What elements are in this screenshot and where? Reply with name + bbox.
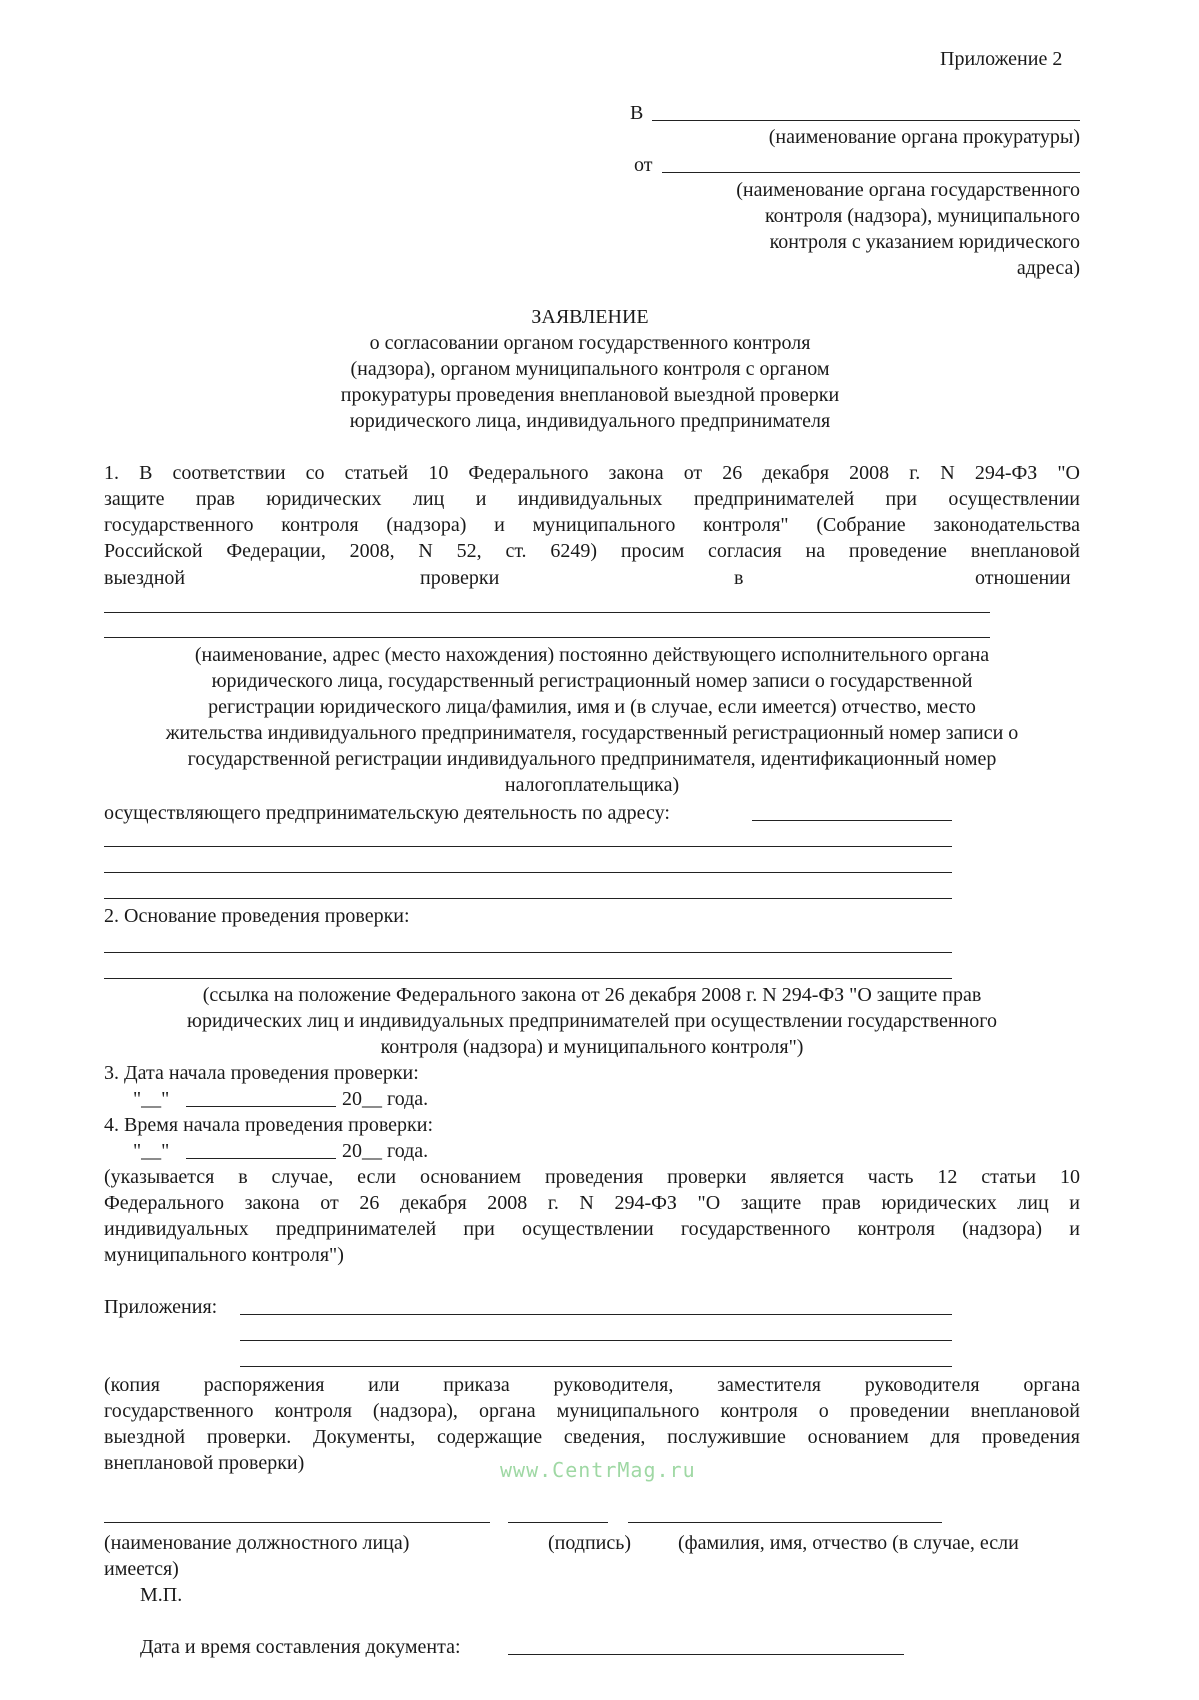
section1-word-2: проверки	[420, 567, 500, 589]
address-field-line-4	[104, 898, 952, 899]
to-field-line	[652, 120, 1080, 121]
address-field-line-1	[752, 820, 952, 821]
subject-field-line-2	[104, 637, 990, 638]
subject-field-line-1	[104, 612, 990, 613]
section4-year: 20__ года.	[342, 1140, 429, 1162]
document-subtitle: о согласовании органом государственного контроля (надзора), органом муниципального контроля с органом прокуратуры проведения внеплановой выездной проверки юридического лица, индивидуального предпринимателя	[340, 332, 840, 432]
watermark-text: www.CentrMag.ru	[500, 1458, 696, 1482]
section3-day: "__"	[133, 1088, 170, 1110]
document-title: ЗАЯВЛЕНИЕ	[531, 306, 649, 328]
attachments-field-line-3	[240, 1366, 952, 1367]
appendix-label: Приложение 2	[940, 48, 1063, 70]
basis-field-line-1	[104, 952, 952, 953]
from-caption: (наименование органа государственного контроля (надзора), муниципального контроля с указанием юридического адреса)	[736, 179, 1080, 279]
to-prefix: В	[630, 102, 644, 124]
name-caption: (фамилия, имя, отчество (в случае, если	[678, 1532, 1019, 1554]
section1-word-4: отношении	[975, 567, 1071, 589]
section4-month-line	[186, 1158, 336, 1159]
basis-field-line-2	[104, 978, 952, 979]
attachments-caption: (копия распоряжения или приказа руководителя, заместителя руководителя органа государственного контроля (надзора), органа муниципального контроля о проведении внеплановой выездной проверки. Документы, содержащие сведения, послужившие основанием для проведения	[104, 1374, 1080, 1448]
position-caption: (наименование должностного лица)	[104, 1532, 410, 1554]
attachments-field-line-2	[240, 1340, 952, 1341]
address-field-line-3	[104, 872, 952, 873]
datetime-field-line	[508, 1654, 904, 1655]
section1-word-1: выездной	[104, 567, 186, 589]
section4-label: 4. Время начала проведения проверки:	[104, 1114, 434, 1136]
section4-day: "__"	[133, 1140, 170, 1162]
to-caption: (наименование органа прокуратуры)	[768, 126, 1080, 148]
from-field-line	[662, 172, 1080, 173]
section1-word-3: в	[734, 567, 744, 589]
section1-paragraph: 1. В соответствии со статьей 10 Федерального закона от 26 декабря 2008 г. N 294-ФЗ "О защите прав юридических лиц и индивидуальных предпринимателей при осуществлении государственного контроля (надзора) и муниципального контроля" (Собрание законодательства Российской Федерации, 2008, N 52, ст. 6249) просим согласия на проведение внеплановой	[104, 462, 1080, 562]
section3-label: 3. Дата начала проведения проверки:	[104, 1062, 419, 1084]
stamp-label: М.П.	[140, 1584, 183, 1606]
name-caption-cont: имеется)	[104, 1558, 179, 1580]
subject-caption: (наименование, адрес (место нахождения) постоянно действующего исполнительного органа юридического лица, государственный регистрационный номер записи о государственной регистрации юридического лица/фамилия, имя и (в случае, если имеется) отчество, место жительства индивидуального предпринимателя, государственный регистрационный номер записи о государственной регистрации индивидуального предпринимателя, идентификационный номер налогоплательщика)	[165, 644, 1019, 796]
attachments-label: Приложения:	[104, 1296, 218, 1318]
signature-caption: (подпись)	[548, 1532, 632, 1554]
basis-caption: (ссылка на положение Федерального закона от 26 декабря 2008 г. N 294-ФЗ "О защите прав юридических лиц и индивидуальных предпринимателей при осуществлении государственного контроля (надзора) и муниципального контроля")	[187, 984, 997, 1058]
attachments-field-line-1	[240, 1314, 952, 1315]
position-field-line	[104, 1522, 490, 1523]
name-field-line	[628, 1522, 942, 1523]
from-prefix: от	[634, 154, 653, 176]
section4-note-last: муниципального контроля")	[104, 1244, 344, 1266]
address-field-line-2	[104, 846, 952, 847]
signature-field-line	[508, 1522, 608, 1523]
section3-year: 20__ года.	[342, 1088, 429, 1110]
section3-month-line	[186, 1106, 336, 1107]
attachments-caption-last: внеплановой проверки)	[104, 1452, 305, 1474]
datetime-label: Дата и время составления документа:	[140, 1636, 461, 1658]
section2-label: 2. Основание проведения проверки:	[104, 905, 410, 927]
address-label: осуществляющего предпринимательскую деятельность по адресу:	[104, 802, 670, 824]
section4-note: (указывается в случае, если основанием проведения проверки является часть 12 статьи 10 Федерального закона от 26 декабря 2008 г. N 294-ФЗ "О защите прав юридических лиц и индивидуальных предпринимателей при осуществлении государственного контроля (надзора) и	[104, 1166, 1080, 1240]
